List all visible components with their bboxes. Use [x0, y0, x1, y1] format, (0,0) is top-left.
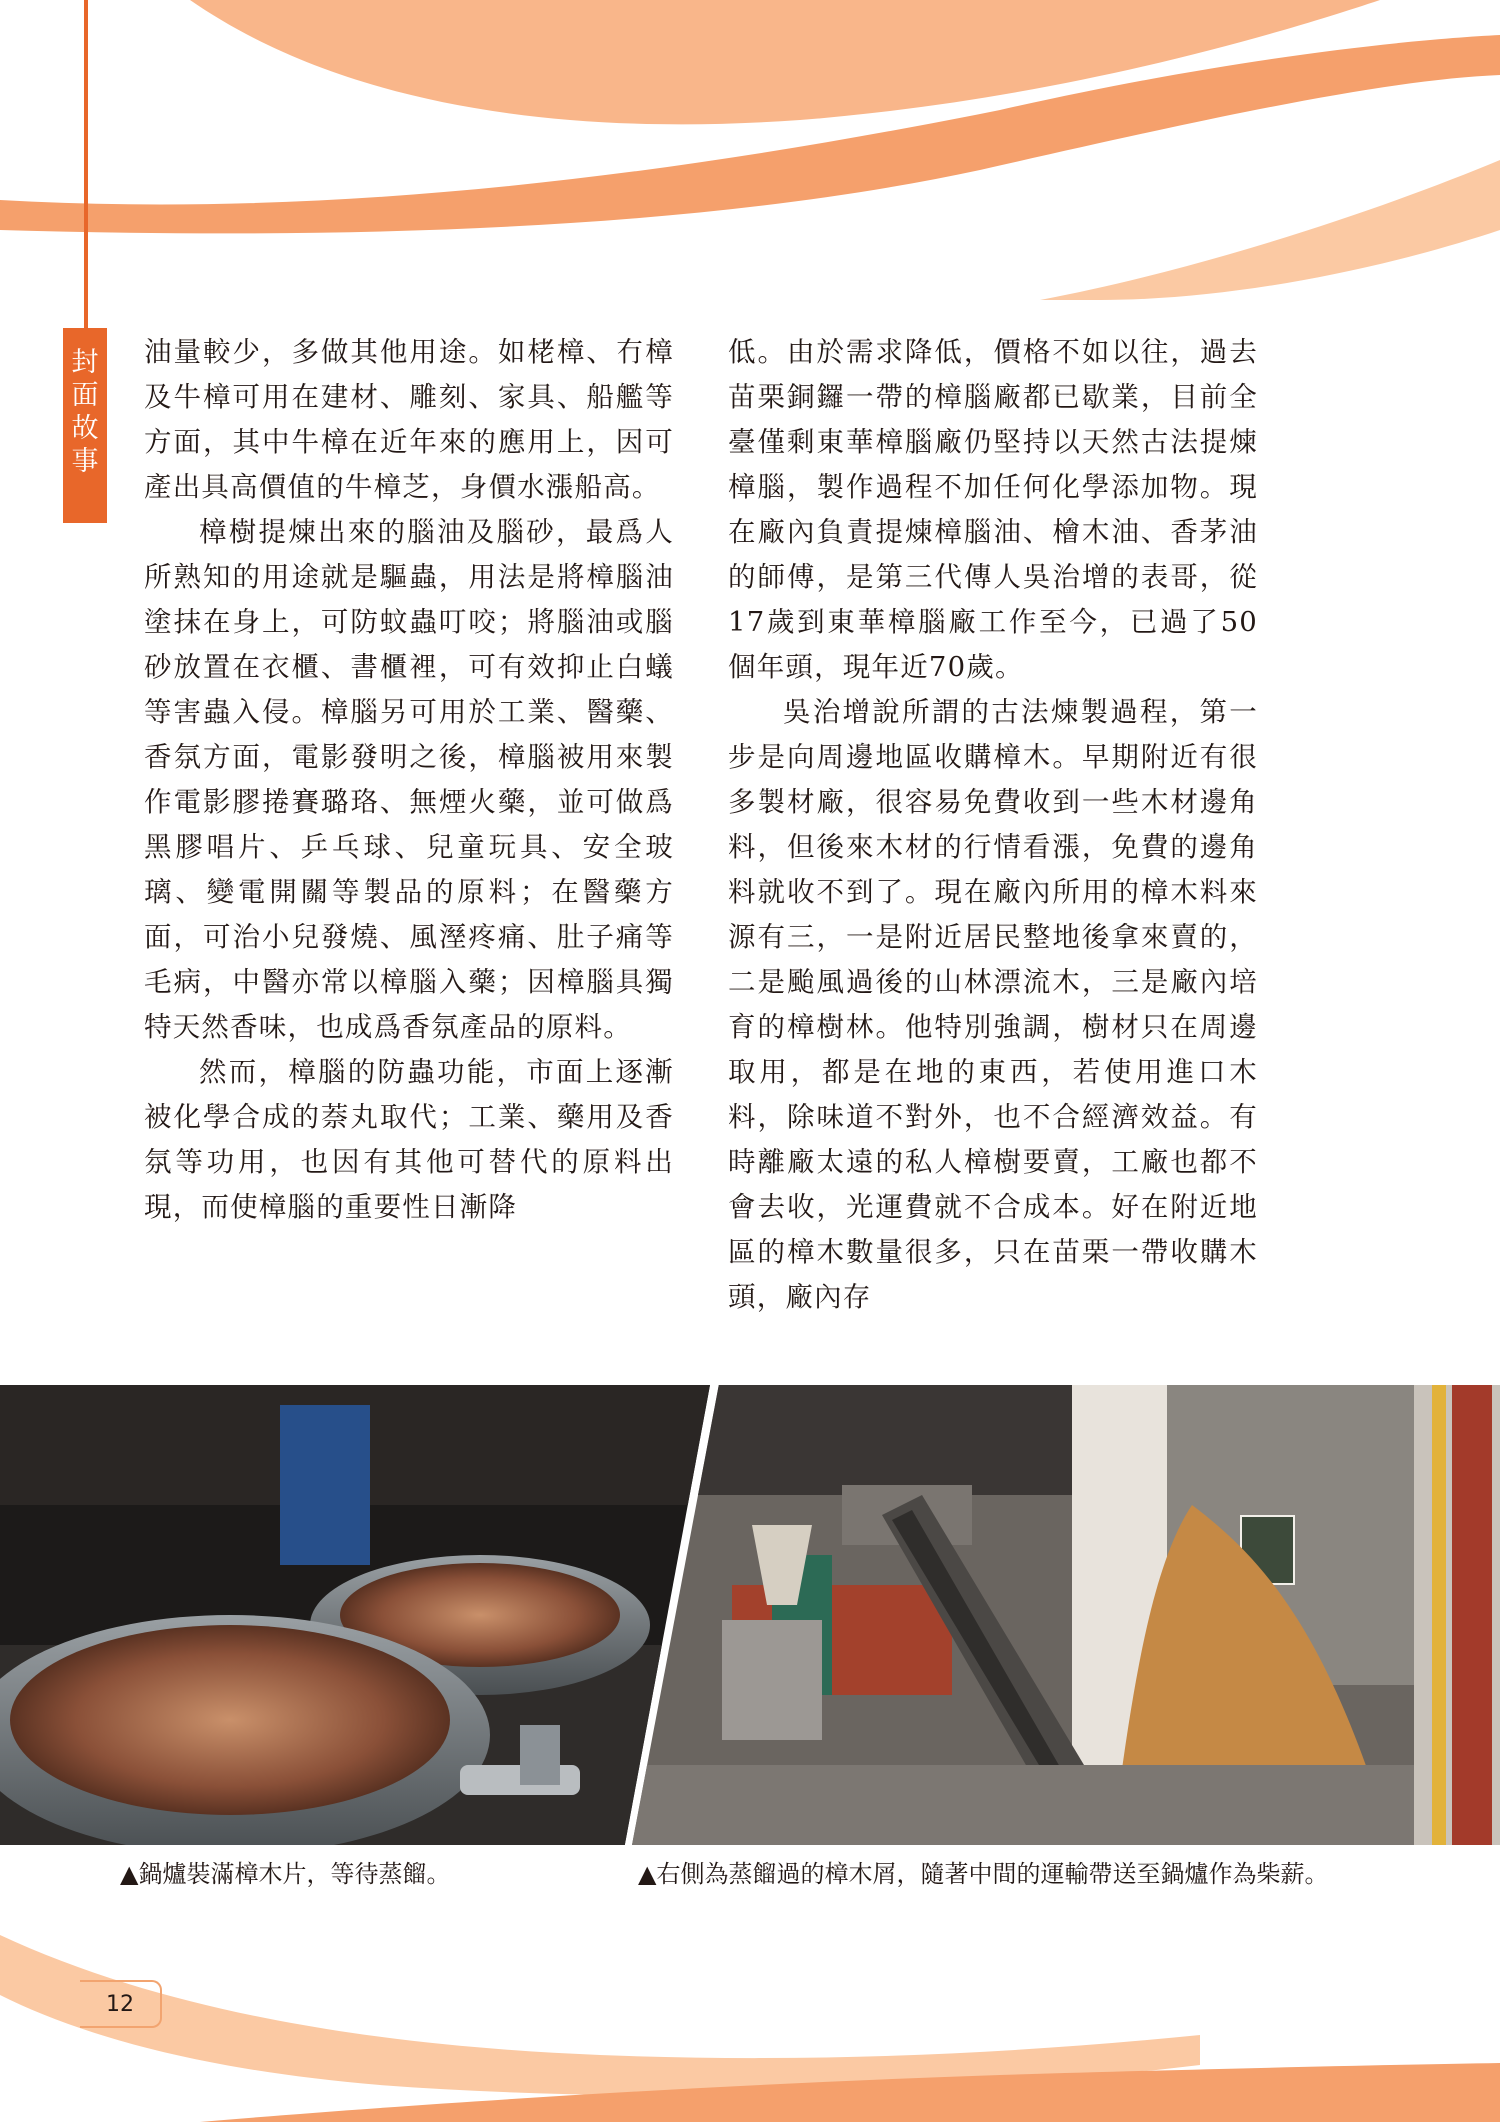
section-tab-char: 事 [71, 446, 99, 477]
photo-caption-left: ▲鍋爐裝滿樟木片，等待蒸餾。 [120, 1860, 451, 1888]
conveyor-photo-illustration [632, 1385, 1500, 1845]
section-tab [63, 328, 107, 523]
section-accent-line [84, 0, 88, 330]
section-tab-char: 故 [71, 413, 99, 444]
bottom-swoosh-decoration [0, 1935, 1500, 2122]
page-number: 12 [80, 1980, 162, 2028]
paragraph: 吳治增說所謂的古法煉製過程，第一步是向周邊地區收購樟木。早期附近有很多製材廠，很容易免費收到一些木材邊角料，但後來木材的行情看漲，免費的邊角料就收不到了。現在廠內所用的樟木料來源有三，一是附近居民整地後拿來賣的，二是颱風過後的山林漂流木，三是廠內培育的樟樹林。他特別強調，樹材只在周邊取用，都是在地的東西，若使用進口木料，除味道不對外，也不合經濟效益。有時離廠太遠的私人樟樹要賣，工廠也都不會去收，光運費就不合成本。好在附近地區的樟木數量很多，只在苗栗一帶收購木頭，廠內存 [728, 696, 1258, 1313]
photo-caption-right: ▲右側為蒸餾過的樟木屑，隨著中間的運輸帶送至鍋爐作為柴薪。 [638, 1860, 1329, 1888]
paragraph: 樟樹提煉出來的腦油及腦砂，最爲人所熟知的用途就是驅蟲，用法是將樟腦油塗抹在身上，可防蚊蟲叮咬；將腦油或腦砂放置在衣櫃、書櫃裡，可有效抑止白蟻等害蟲入侵。樟腦另可用於工業、醫藥、香氛方面，電影發明之後，樟腦被用來製作電影膠捲賽璐珞、無煙火藥，並可做爲黑膠唱片、乒乓球、兒童玩具、安全玻璃、變電開關等製品的原料；在醫藥方面，可治小兒發燒、風溼疼痛、肚子痛等毛病，中醫亦常以樟腦入藥；因樟腦具獨特天然香味，也成爲香氛產品的原料。 [144, 516, 674, 1043]
section-tab-char: 封 [71, 347, 99, 378]
paragraph: 油量較少，多做其他用途。如栳樟、冇樟及牛樟可用在建材、雕刻、家具、船艦等方面，其中牛樟在近年來的應用上，因可產出具高價值的牛樟芝，身價水漲船高。 [144, 336, 674, 503]
section-tab-char: 面 [71, 380, 99, 411]
top-swoosh-decoration [0, 0, 1500, 300]
paragraph: 然而，樟腦的防蟲功能，市面上逐漸被化學合成的萘丸取代；工業、藥用及香氛等功用，也因有其他可替代的原料出現，而使樟腦的重要性日漸降 [144, 1056, 674, 1223]
paragraph: 低。由於需求降低，價格不如以往，過去苗栗銅鑼一帶的樟腦廠都已歇業，目前全臺僅剩東華樟腦廠仍堅持以天然古法提煉樟腦，製作過程不加任何化學添加物。現在廠內負責提煉樟腦油、檜木油、香茅油的師傅，是第三代傳人吳治增的表哥，從17歲到東華樟腦廠工作至今，已過了50個年頭，現年近70歲。 [728, 336, 1258, 683]
right-text-column [728, 330, 1258, 1320]
boiler-photo [0, 1385, 710, 1845]
conveyor-photo [632, 1385, 1500, 1845]
left-text-column [144, 330, 674, 1230]
boiler-photo-illustration [0, 1385, 710, 1845]
